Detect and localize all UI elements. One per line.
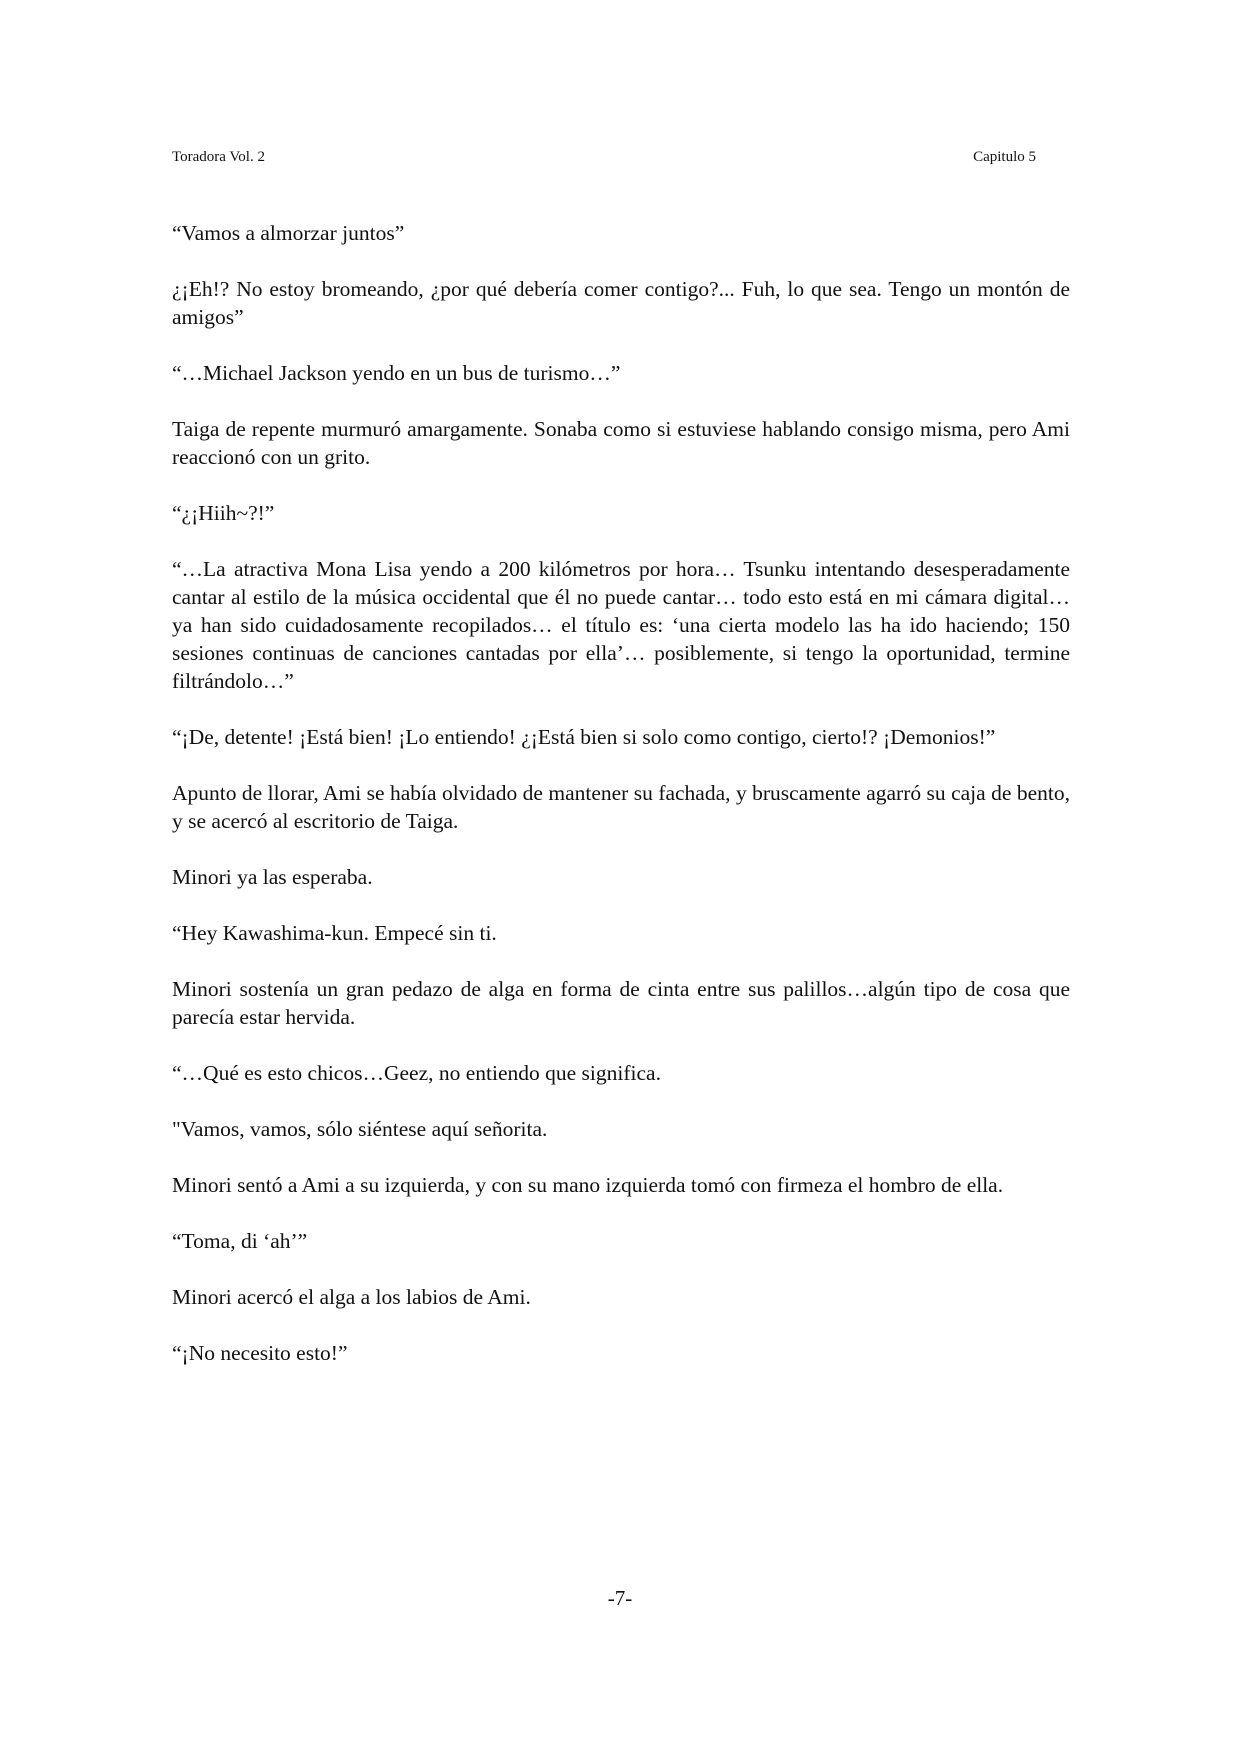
- book-title: Toradora Vol. 2: [172, 149, 265, 165]
- paragraph: “¿¡Hiih~?!”: [172, 501, 275, 525]
- paragraph: Minori ya las esperaba.: [172, 865, 373, 889]
- paragraph: “¡No necesito esto!”: [172, 1341, 348, 1365]
- paragraph: Minori acercó el alga a los labios de Ami.: [172, 1285, 531, 1309]
- chapter-label: Capitulo 5: [973, 149, 1036, 165]
- paragraph: “…Michael Jackson yendo en un bus de turismo…”: [172, 361, 621, 385]
- paragraph: ¿¡Eh!? No estoy bromeando, ¿por qué debería comer contigo?... Fuh, lo que sea. Tengo un montón de amigos”: [172, 277, 1070, 329]
- page-number: -7-: [607, 1586, 633, 1610]
- paragraph: Taiga de repente murmuró amargamente. Sonaba como si estuviese hablando consigo misma, pero Ami reaccionó con un grito.: [172, 417, 1070, 469]
- paragraph: "Vamos, vamos, sólo siéntese aquí señorita.: [172, 1117, 548, 1141]
- paragraph: “Vamos a almorzar juntos”: [172, 221, 405, 245]
- paragraph: Minori sostenía un gran pedazo de alga en forma de cinta entre sus palillos…algún tipo de cosa que parecía estar hervida.: [172, 977, 1070, 1029]
- paragraph: “…Qué es esto chicos…Geez, no entiendo que significa.: [172, 1061, 661, 1085]
- paragraph: Apunto de llorar, Ami se había olvidado de mantener su fachada, y bruscamente agarró su caja de bento, y se acercó al escritorio de Taiga.: [172, 781, 1070, 833]
- paragraph: “Hey Kawashima-kun. Empecé sin ti.: [172, 921, 497, 945]
- paragraph: “…La atractiva Mona Lisa yendo a 200 kilómetros por hora… Tsunku intentando desesperadamente cantar al estilo de la música occidental que él no puede cantar… todo esto está en mi cámara digital… ya han sido cuidadosamente recopilados… el título es: ‘una cierta modelo las ha ido haciendo; 150 sesiones continuas de canciones cantadas por ella’… posiblemente, si tengo la oportunidad, termine filtrándolo…”: [172, 557, 1070, 693]
- running-header: [172, 146, 1036, 168]
- paragraph: “¡De, detente! ¡Está bien! ¡Lo entiendo! ¿¡Está bien si solo como contigo, cierto!? ¡Demonios!”: [172, 725, 996, 749]
- paragraph: “Toma, di ‘ah’”: [172, 1229, 308, 1253]
- paragraph: Minori sentó a Ami a su izquierda, y con su mano izquierda tomó con firmeza el hombro de ella.: [172, 1173, 1004, 1197]
- body-text: [172, 219, 1070, 1395]
